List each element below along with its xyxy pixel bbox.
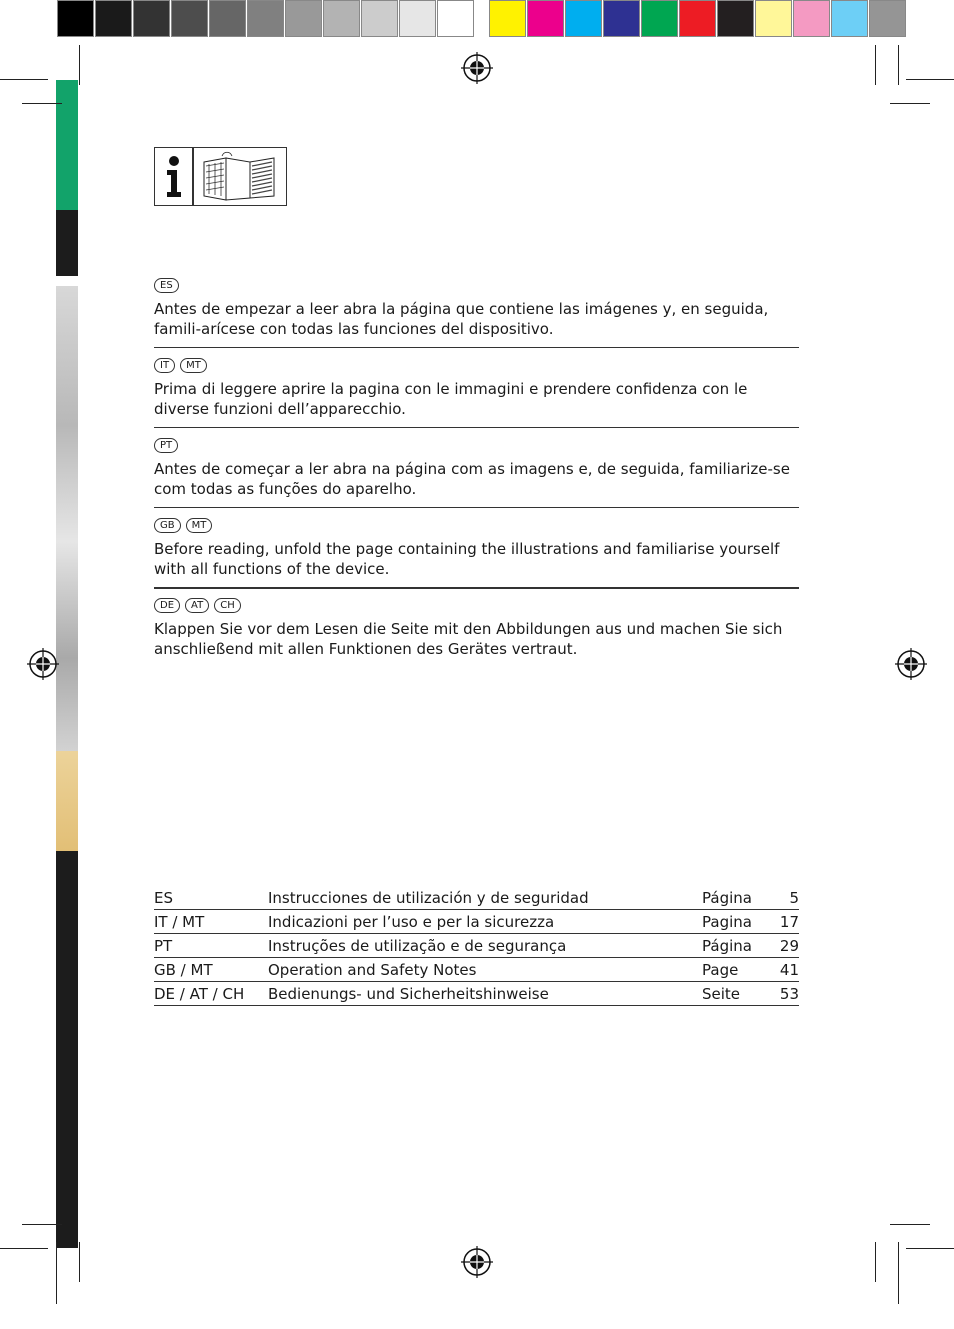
language-badge: MT	[180, 358, 207, 373]
fold-out-page-icon	[193, 147, 287, 206]
crop-mark	[898, 1242, 899, 1304]
crop-mark	[906, 1248, 954, 1249]
language-badge: DE	[154, 598, 180, 613]
color-swatch	[285, 0, 322, 37]
toc-page-word: Página	[702, 934, 764, 958]
color-swatch	[247, 0, 284, 37]
color-swatch	[489, 0, 526, 37]
side-wood-strip	[56, 751, 78, 851]
toc-title: Bedienungs- und Sicherheitshinweise	[268, 982, 702, 1006]
table-of-contents	[154, 886, 799, 1006]
color-swatch	[565, 0, 602, 37]
crop-mark	[890, 103, 930, 104]
language-badges	[154, 278, 799, 295]
toc-page-word: Página	[702, 886, 764, 910]
table-row	[154, 982, 799, 1006]
swatch-gap	[475, 0, 489, 38]
section-divider	[154, 427, 799, 428]
section-pt	[154, 438, 799, 499]
section-de-at-ch	[154, 598, 799, 659]
side-photo-strip	[56, 286, 78, 751]
section-it-mt	[154, 358, 799, 419]
language-badge: CH	[214, 598, 241, 613]
language-badge: GB	[154, 518, 181, 533]
table-row	[154, 910, 799, 934]
color-swatch	[717, 0, 754, 37]
toc-language: ES	[154, 886, 268, 910]
color-swatch	[209, 0, 246, 37]
toc-title: Instrucciones de utilización y de seguridad	[268, 886, 702, 910]
color-swatch	[679, 0, 716, 37]
crop-mark	[22, 1224, 62, 1225]
color-swatch	[323, 0, 360, 37]
language-badges	[154, 598, 799, 615]
toc-page-number: 17	[764, 910, 799, 934]
language-badges	[154, 358, 799, 375]
color-swatch	[755, 0, 792, 37]
toc-page-word: Pagina	[702, 910, 764, 934]
toc-title: Instruções de utilização e de segurança	[268, 934, 702, 958]
crop-mark	[0, 1248, 48, 1249]
toc-page-number: 5	[764, 886, 799, 910]
side-tab-black-lower	[56, 851, 78, 1248]
color-swatch	[793, 0, 830, 37]
language-badge: ES	[154, 278, 179, 293]
crop-mark	[79, 45, 80, 85]
crop-mark	[906, 79, 954, 80]
info-icon	[154, 147, 193, 206]
crop-mark	[890, 1224, 930, 1225]
crop-mark	[56, 1242, 57, 1304]
color-swatch	[603, 0, 640, 37]
section-divider	[154, 347, 799, 348]
side-tab-black	[56, 210, 78, 276]
section-text: Antes de começar a ler abra na página com as imagens e, de seguida, familiarize-se com todas as funções do aparelho.	[154, 460, 790, 498]
color-swatch	[95, 0, 132, 37]
language-badge: AT	[185, 598, 209, 613]
registration-mark-icon	[461, 52, 493, 84]
language-badge: IT	[154, 358, 175, 373]
language-badge: PT	[154, 438, 178, 453]
table-row	[154, 886, 799, 910]
color-swatch	[527, 0, 564, 37]
toc-page-number: 29	[764, 934, 799, 958]
toc-title: Operation and Safety Notes	[268, 958, 702, 982]
color-swatch	[171, 0, 208, 37]
language-badges	[154, 518, 799, 535]
color-swatch	[869, 0, 906, 37]
registration-mark-icon	[461, 1246, 493, 1278]
section-gb-mt	[154, 518, 799, 579]
section-text: Prima di leggere aprire la pagina con le immagini e prendere confidenza con le diverse funzioni dell’apparecchio.	[154, 380, 748, 418]
toc-page-word: Seite	[702, 982, 764, 1006]
color-swatch	[831, 0, 868, 37]
toc-page-number: 53	[764, 982, 799, 1006]
section-es	[154, 278, 799, 339]
color-swatch	[399, 0, 436, 37]
toc-page-word: Page	[702, 958, 764, 982]
section-text: Antes de empezar a leer abra la página que contiene las imágenes y, en seguida, famili-arícese con todas las funciones del dispositivo.	[154, 300, 769, 338]
crop-mark	[22, 103, 62, 104]
color-swatch	[641, 0, 678, 37]
table-row	[154, 934, 799, 958]
side-tab-green	[56, 80, 78, 210]
crop-mark	[0, 79, 48, 80]
color-swatch	[57, 0, 94, 37]
language-badge: MT	[186, 518, 213, 533]
section-divider	[154, 587, 799, 589]
registration-mark-icon	[27, 648, 59, 680]
crop-mark	[79, 1242, 80, 1282]
toc-language: GB / MT	[154, 958, 268, 982]
crop-mark	[875, 1242, 876, 1282]
section-divider	[154, 507, 799, 508]
toc-language: IT / MT	[154, 910, 268, 934]
crop-mark	[898, 45, 899, 85]
table-row	[154, 958, 799, 982]
color-swatch	[361, 0, 398, 37]
toc-page-number: 41	[764, 958, 799, 982]
language-badges	[154, 438, 799, 455]
section-text: Klappen Sie vor dem Lesen die Seite mit den Abbildungen aus und machen Sie sich anschließend mit allen Funktionen des Gerätes vertraut.	[154, 620, 783, 658]
crop-mark	[875, 45, 876, 85]
registration-mark-icon	[895, 648, 927, 680]
toc-language: PT	[154, 934, 268, 958]
toc-title: Indicazioni per l’uso e per la sicurezza	[268, 910, 702, 934]
color-swatch	[437, 0, 474, 37]
toc-language: DE / AT / CH	[154, 982, 268, 1006]
section-text: Before reading, unfold the page containing the illustrations and familiarise yourself with all functions of the device.	[154, 540, 780, 578]
color-swatch	[133, 0, 170, 37]
color-calibration-strip	[57, 0, 907, 38]
